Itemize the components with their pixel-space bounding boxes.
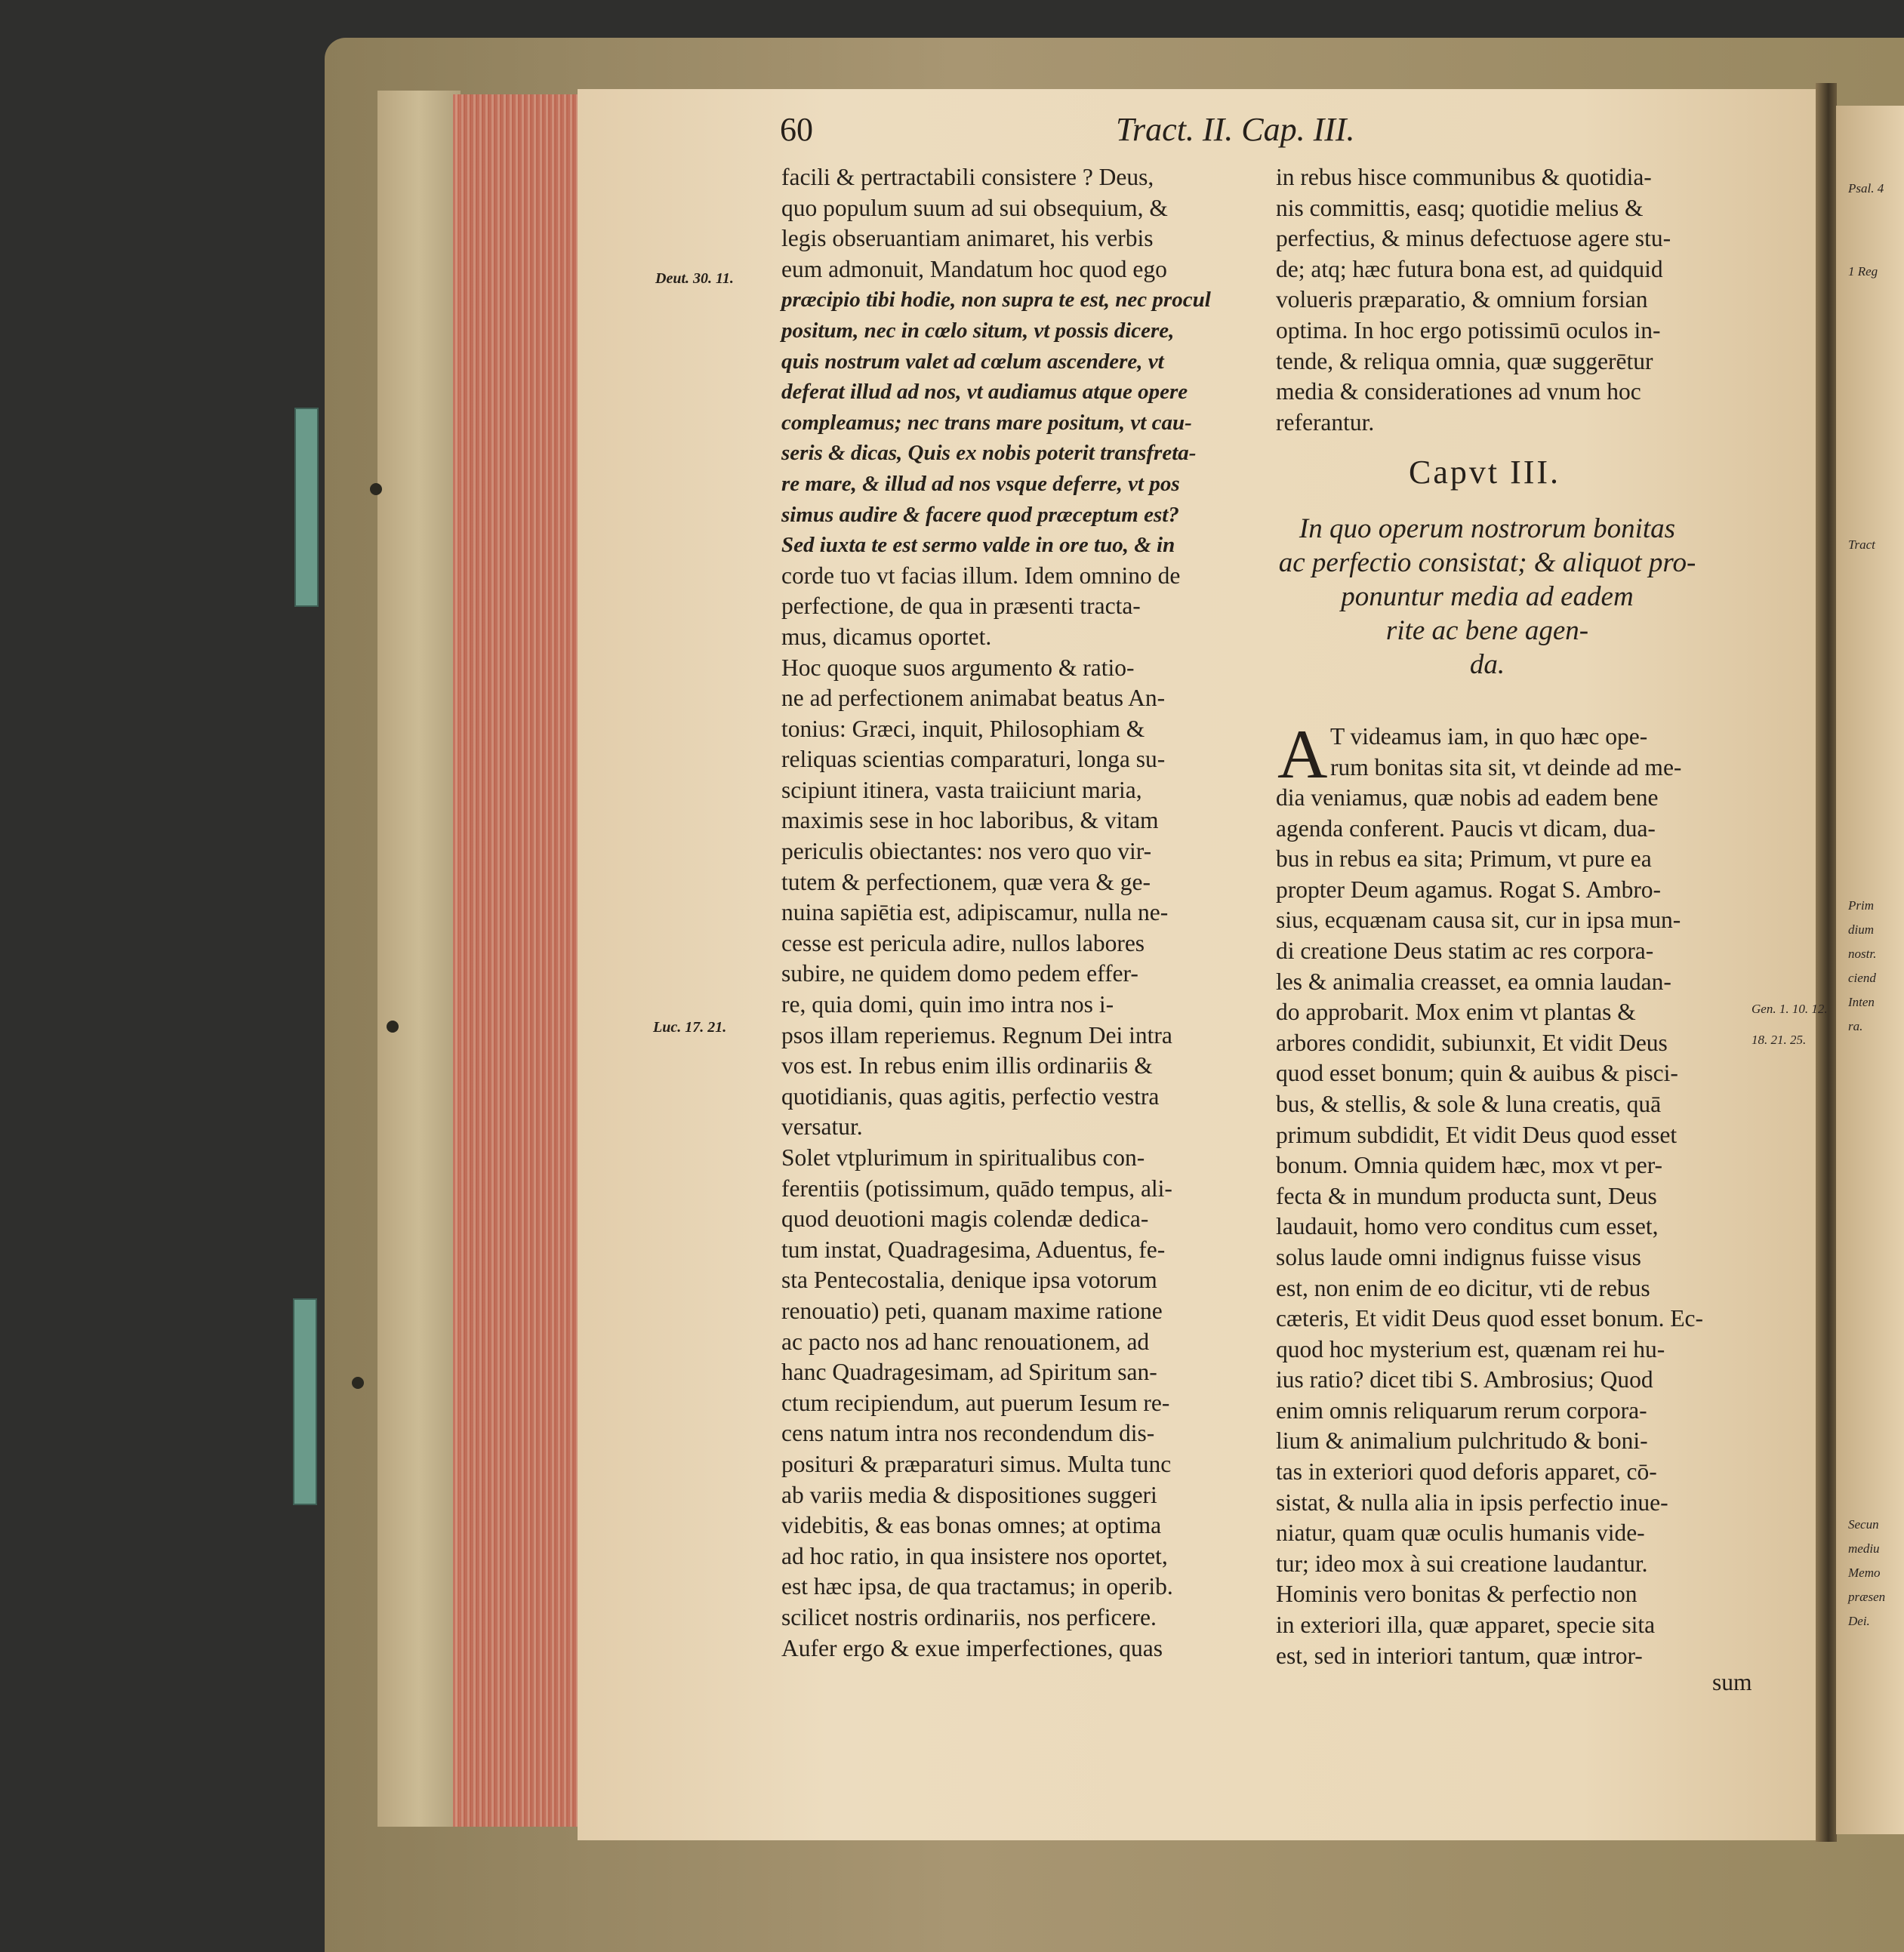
clasp-hinge-upper xyxy=(294,408,319,607)
text-line: niatur, quam quæ oculis humanis vide- xyxy=(1276,1519,1645,1547)
text-line: deferat illud ad nos, vt audiamus atque opere xyxy=(781,380,1188,405)
text-line: tutem & perfectionem, quæ vera & ge- xyxy=(781,868,1151,895)
margin-note-gen xyxy=(1751,993,1828,1055)
left-text-column xyxy=(781,162,1211,1664)
text-line: sius, ecquænam causa sit, cur in ipsa mun- xyxy=(1276,907,1681,934)
text-line: tas in exteriori quod deforis apparet, cō- xyxy=(1276,1458,1657,1486)
text-line: arbores condidit, subiunxit, Et vidit Deus xyxy=(1276,1029,1668,1056)
text-line: les & animalia creasset, ea omnia laudan- xyxy=(1276,968,1671,995)
text-line: lium & animalium pulchritudo & boni- xyxy=(1276,1427,1648,1455)
text-line: referantur. xyxy=(1276,408,1375,436)
text-line: cesse est pericula adire, nullos labores xyxy=(781,929,1145,956)
text-line: perfectius, & minus defectuose agere stu- xyxy=(1276,225,1671,252)
text-line: quo populum suum ad sui obsequium, & xyxy=(781,194,1168,221)
text-line: ius ratio? dicet tibi S. Ambrosius; Quod xyxy=(1276,1366,1653,1393)
facing-page-fragment: præsen xyxy=(1848,1590,1886,1604)
margin-note-deut: Deut. 30. 11. xyxy=(655,270,734,287)
text-line: scilicet nostris ordinariis, nos perficere. xyxy=(781,1603,1157,1630)
facing-page-fragment: nostr. xyxy=(1848,947,1877,961)
margin-note-line: Gen. 1. 10. 12. xyxy=(1751,1002,1828,1016)
text-line: reliquas scientias comparaturi, longa su- xyxy=(781,746,1166,773)
text-line: positum, nec in cœlo situm, vt possis dicere, xyxy=(781,318,1175,343)
chapter-title-line: rite ac bene agen- xyxy=(1385,615,1589,646)
text-line: tum instat, Quadragesima, Aduentus, fe- xyxy=(781,1236,1166,1263)
text-line: seris & dicas, Quis ex nobis poterit transfreta- xyxy=(781,441,1197,466)
text-line: quod deuotioni magis colendæ dedica- xyxy=(781,1205,1149,1233)
text-line: do approbarit. Mox enim vt plantas & xyxy=(1276,999,1636,1026)
text-line: periculis obiectantes: nos vero quo vir- xyxy=(781,838,1152,865)
text-line: bonum. Omnia quidem hæc, mox vt per- xyxy=(1276,1152,1663,1179)
text-line: in rebus hisce communibus & quotidia- xyxy=(1276,164,1652,190)
cover-stud xyxy=(352,1377,364,1389)
facing-page-fragment: Prim xyxy=(1848,898,1874,913)
text-line: primum subdidit, Et vidit Deus quod esset xyxy=(1276,1121,1678,1148)
text-line: renouatio) peti, quanam maxime ratione xyxy=(781,1297,1163,1324)
text-line: tur; ideo mox à sui creatione laudantur. xyxy=(1276,1550,1648,1577)
text-line: cæteris, Et vidit Deus quod esset bonum. Ec- xyxy=(1276,1305,1704,1332)
text-line: laudauit, homo vero conditus cum esset, xyxy=(1276,1213,1659,1240)
text-line: scipiunt itinera, vasta traiiciunt maria, xyxy=(781,776,1142,803)
text-line: volueris præparatio, & omnium forsian xyxy=(1276,286,1648,313)
text-line: Solet vtplurimum in spiritualibus con- xyxy=(781,1144,1145,1171)
text-line: re, quia domi, quin imo intra nos i- xyxy=(781,991,1114,1018)
text-line: bus, & stellis, & sole & luna creatis, quā xyxy=(1276,1090,1662,1117)
chapter-title-line: ac perfectio consistat; & aliquot pro- xyxy=(1278,547,1696,578)
text-line: quotidianis, quas agitis, perfectio vestra xyxy=(781,1082,1160,1110)
right-text-column-body xyxy=(1276,783,1703,1671)
text-line: subire, ne quidem domo pedem effer- xyxy=(781,960,1138,987)
text-line: de; atq; hæc futura bona est, ad quidquid xyxy=(1276,255,1663,282)
text-line: versatur. xyxy=(781,1113,863,1141)
page-edges-red xyxy=(453,94,581,1827)
facing-page-fragment: ra. xyxy=(1848,1019,1863,1033)
text-line: T videamus iam, in quo hæc ope- xyxy=(1330,723,1648,750)
page-number: 60 xyxy=(780,111,813,148)
text-line: re mare, & illud ad nos vsque deferre, vt pos xyxy=(781,471,1180,496)
text-line: tonius: Græci, inquit, Philosophiam & xyxy=(781,715,1145,742)
running-title: Tract. II. Cap. III. xyxy=(1116,111,1355,148)
text-line: psos illam reperiemus. Regnum Dei intra xyxy=(781,1021,1172,1048)
text-line: dia veniamus, quæ nobis ad eadem bene xyxy=(1276,784,1659,811)
chapter-title xyxy=(1253,512,1721,682)
text-line: sistat, & nulla alia in ipsis perfectio inue- xyxy=(1276,1489,1668,1516)
binding-edge xyxy=(377,91,461,1827)
right-text-first-lines xyxy=(1330,722,1681,783)
text-line: propter Deum agamus. Rogat S. Ambro- xyxy=(1276,876,1662,903)
text-line: cens natum intra nos recondendum dis- xyxy=(781,1420,1155,1447)
facing-page-fragment: Memo xyxy=(1848,1566,1881,1580)
text-line: tende, & reliqua omnia, quæ suggerētur xyxy=(1276,347,1653,374)
text-line: maximis sese in hoc laboribus, & vitam xyxy=(781,807,1159,834)
text-line: agenda conferent. Paucis vt dicam, dua- xyxy=(1276,814,1656,842)
text-line: mus, dicamus oportet. xyxy=(781,623,992,650)
margin-note-luc: Luc. 17. 21. xyxy=(653,1019,727,1036)
text-line: ferentiis (potissimum, quādo tempus, ali- xyxy=(781,1175,1172,1202)
text-line: solus laude omni indignus fuisse visus xyxy=(1276,1243,1641,1270)
facing-page-fragment: 1 Reg xyxy=(1848,264,1878,279)
facing-page-fragment: Tract xyxy=(1848,537,1875,552)
text-line: vos est. In rebus enim illis ordinariis & xyxy=(781,1052,1153,1079)
text-line: Hoc quoque suos argumento & ratio- xyxy=(781,654,1135,681)
text-line: præcipio tibi hodie, non supra te est, nec procul xyxy=(781,288,1211,313)
text-line: eum admonuit, Mandatum hoc quod ego xyxy=(781,255,1167,282)
text-line: perfectione, de qua in præsenti tracta- xyxy=(781,593,1141,620)
clasp-hinge-lower xyxy=(293,1298,317,1505)
text-line: ctum recipiendum, aut puerum Iesum re- xyxy=(781,1389,1170,1416)
cover-stud xyxy=(387,1021,399,1033)
text-line: Aufer ergo & exue imperfectiones, quas xyxy=(781,1634,1163,1661)
text-line: quod hoc mysterium est, quænam rei hu- xyxy=(1276,1335,1665,1362)
text-line: corde tuo vt facias illum. Idem omnino de xyxy=(781,562,1181,589)
drop-cap: A xyxy=(1277,716,1328,793)
text-line: rum bonitas sita sit, vt deinde ad me- xyxy=(1330,753,1682,780)
facing-page-fragment: Inten xyxy=(1848,995,1875,1009)
text-line: est, sed in interiori tantum, quæ intror- xyxy=(1276,1642,1643,1669)
catchword: sum xyxy=(1712,1669,1752,1695)
text-line: videbitis, & eas bonas omnes; at optima xyxy=(781,1512,1162,1539)
text-line: quod esset bonum; quin & auibus & pisci- xyxy=(1276,1060,1678,1087)
text-line: fecta & in mundum producta sunt, Deus xyxy=(1276,1182,1657,1209)
text-line: posituri & præparaturi simus. Multa tunc xyxy=(781,1450,1172,1477)
text-line: est hæc ipsa, de qua tractamus; in operib. xyxy=(781,1573,1173,1600)
facing-page-fragment: Psal. 4 xyxy=(1848,181,1884,196)
text-line: legis obseruantiam animaret, his verbis xyxy=(781,225,1154,252)
text-line: nis committis, easq; quotidie melius & xyxy=(1276,194,1644,221)
text-line: Sed iuxta te est sermo valde in ore tuo, & in xyxy=(781,533,1175,558)
text-line: sta Pentecostalia, denique ipsa votorum xyxy=(781,1267,1157,1294)
text-line: ab variis media & dispositiones suggeri xyxy=(781,1481,1157,1508)
facing-page-fragment: Dei. xyxy=(1848,1614,1870,1628)
right-text-column-top xyxy=(1276,162,1671,438)
text-line: Hominis vero bonitas & perfectio non xyxy=(1276,1581,1638,1608)
text-line: nuina sapiētia est, adipiscamur, nulla ne- xyxy=(781,899,1169,926)
text-line: compleamus; nec trans mare positum, vt cau- xyxy=(781,410,1192,435)
chapter-heading: Capvt III. xyxy=(1409,454,1561,491)
text-line: est, non enim de eo dicitur, vti de rebus xyxy=(1276,1274,1650,1301)
facing-page-fragment: mediu xyxy=(1848,1541,1880,1556)
margin-note-line: 18. 21. 25. xyxy=(1751,1033,1807,1047)
chapter-title-line: da. xyxy=(1469,649,1505,680)
text-line: facili & pertractabili consistere ? Deus, xyxy=(781,164,1154,190)
text-line: ad hoc ratio, in qua insistere nos oportet, xyxy=(781,1542,1168,1569)
text-line: quis nostrum valet ad cœlum ascendere, vt xyxy=(781,349,1164,374)
text-line: di creatione Deus statim ac res corpora- xyxy=(1276,937,1654,964)
facing-page-fragment: ciend xyxy=(1848,971,1876,985)
chapter-title-line: In quo operum nostrorum bonitas xyxy=(1299,513,1676,544)
text-line: in exteriori illa, quæ apparet, specie sita xyxy=(1276,1612,1656,1639)
text-line: ac pacto nos ad hanc renouationem, ad xyxy=(781,1328,1150,1355)
facing-page-fragment: dium xyxy=(1848,922,1874,937)
text-line: bus in rebus ea sita; Primum, vt pure ea xyxy=(1276,845,1652,873)
text-line: enim omnis reliquarum rerum corpora- xyxy=(1276,1396,1647,1424)
text-line: ne ad perfectionem animabat beatus An- xyxy=(781,685,1166,712)
text-line: simus audire & facere quod præceptum est? xyxy=(781,502,1179,527)
text-line: hanc Quadragesimam, ad Spiritum san- xyxy=(781,1359,1157,1386)
text-line: optima. In hoc ergo potissimū oculos in- xyxy=(1276,316,1661,343)
chapter-title-line: ponuntur media ad eadem xyxy=(1341,581,1634,612)
facing-page-fragment: Secun xyxy=(1848,1517,1879,1532)
book-gutter xyxy=(1816,83,1837,1842)
cover-stud xyxy=(370,483,382,495)
text-line: media & considerationes ad vnum hoc xyxy=(1276,378,1641,405)
